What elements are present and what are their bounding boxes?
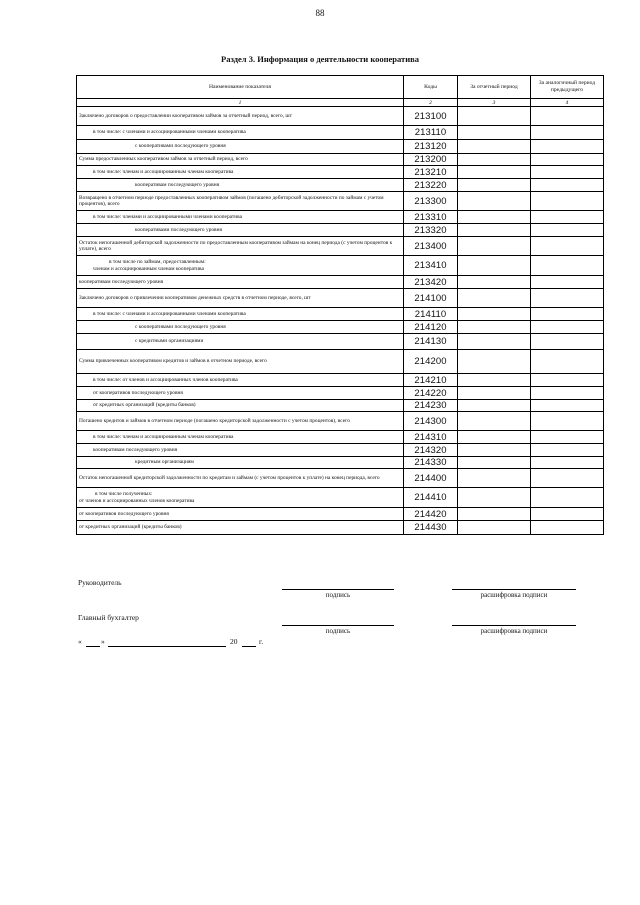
column-number: 3 (458, 99, 531, 107)
indicator-code: 213410 (404, 256, 458, 276)
indicator-name: кооперативам последующего уровня (77, 276, 404, 289)
table-row (77, 521, 604, 535)
current-period-value-cell[interactable] (458, 192, 531, 211)
indicator-code: 214410 (404, 488, 458, 508)
table-row (77, 321, 604, 334)
current-period-value-cell[interactable] (458, 521, 531, 535)
indicator-name-line: членам и ассоциированным членам кооператива (93, 265, 204, 272)
indicator-code: 214220 (404, 387, 458, 400)
indicator-code: 214230 (404, 400, 458, 412)
previous-period-value-cell[interactable] (531, 334, 604, 350)
current-period-value-cell[interactable] (458, 387, 531, 400)
previous-period-value-cell[interactable] (531, 457, 604, 469)
current-period-value-cell[interactable] (458, 211, 531, 224)
head-decoding-line[interactable] (452, 589, 576, 590)
indicator-name: кредитным организациям (77, 457, 404, 469)
indicator-name: Заключено договоров о предоставлении кооперативом займов за отчетный период, всего, шт (77, 107, 404, 126)
indicator-code: 214130 (404, 334, 458, 350)
indicator-code: 213220 (404, 179, 458, 192)
previous-period-value-cell[interactable] (531, 400, 604, 412)
indicator-code: 213210 (404, 166, 458, 179)
indicator-code: 213320 (404, 224, 458, 237)
indicator-code: 214330 (404, 457, 458, 469)
page-number: 88 (315, 8, 325, 18)
current-period-value-cell[interactable] (458, 179, 531, 192)
table-row (77, 508, 604, 521)
indicator-code: 213110 (404, 126, 458, 140)
head-label: Руководитель (78, 578, 122, 587)
table-row (77, 224, 604, 237)
indicator-name: в том числе: с членами и ассоциированными членами кооператива (77, 308, 404, 321)
indicator-code: 214310 (404, 431, 458, 444)
table-row (77, 308, 604, 321)
indicator-name: от кредитных организаций (кредиты банков) (77, 400, 404, 412)
current-period-value-cell[interactable] (458, 107, 531, 126)
date-month-line[interactable] (108, 646, 226, 647)
indicator-name: Остаток непогашенной кредиторской задолженности по кредитам и займам (с учетом процентов к уплате) на конец периода, всего (77, 469, 404, 488)
previous-period-value-cell[interactable] (531, 166, 604, 179)
indicator-name: от кредитных организаций (кредиты банков) (77, 521, 404, 535)
table-row (77, 107, 604, 126)
indicator-name: в том числе: членам и ассоциированным членам кооператива (77, 166, 404, 179)
table-row (77, 469, 604, 488)
table-row (77, 431, 604, 444)
table-row (77, 211, 604, 224)
indicator-name: Остаток непогашенной дебиторской задолженности по предоставленным кооперативом займам на конец периода (с учетом процентов к уплате), всего (77, 237, 404, 256)
current-period-value-cell[interactable] (458, 154, 531, 166)
current-period-value-cell[interactable] (458, 126, 531, 140)
indicator-name: Заключено договоров о привлечении кооперативом денежных средств в отчетном периоде, всего, шт (77, 289, 404, 308)
accountant-decoding-line[interactable] (452, 625, 576, 626)
table-row (77, 192, 604, 211)
indicator-code: 214420 (404, 508, 458, 521)
indicator-name: в том числе: от членов и ассоциированных членов кооператива (77, 374, 404, 387)
current-period-value-cell[interactable] (458, 256, 531, 276)
activity-table (76, 75, 604, 535)
indicator-code: 214210 (404, 374, 458, 387)
previous-period-value-cell[interactable] (531, 289, 604, 308)
table-row (77, 140, 604, 154)
current-period-value-cell[interactable] (458, 374, 531, 387)
indicator-name: Сумма привлеченных кооперативом кредитов и займов в отчетном периоде, всего (77, 350, 404, 374)
current-period-value-cell[interactable] (458, 308, 531, 321)
table-row (77, 444, 604, 457)
indicator-name: с кооперативами последующего уровня (77, 321, 404, 334)
previous-period-value-cell[interactable] (531, 412, 604, 431)
current-period-value-cell[interactable] (458, 289, 531, 308)
indicator-name-line: в том числе по займам, предоставленным: (109, 259, 206, 266)
head-signature-line[interactable] (282, 589, 394, 590)
current-period-value-cell[interactable] (458, 334, 531, 350)
column-number: 4 (531, 99, 604, 107)
indicator-code: 214430 (404, 521, 458, 535)
table-row (77, 400, 604, 412)
current-period-value-cell[interactable] (458, 508, 531, 521)
date-year-suffix: г. (259, 637, 264, 646)
previous-period-value-cell[interactable] (531, 237, 604, 256)
previous-period-value-cell[interactable] (531, 488, 604, 508)
indicator-code: 213200 (404, 154, 458, 166)
table-body (77, 107, 604, 535)
indicator-name: Сумма предоставленных кооперативом займов за отчетный период, всего (77, 154, 404, 166)
indicator-name-line: в том числе полученных: (95, 491, 153, 498)
previous-period-value-cell[interactable] (531, 179, 604, 192)
previous-period-value-cell[interactable] (531, 374, 604, 387)
date-year-line[interactable] (242, 646, 256, 647)
head-signature-caption: подпись (325, 591, 351, 599)
indicator-code: 213420 (404, 276, 458, 289)
date-year-prefix: 20 (230, 637, 238, 646)
previous-period-value-cell[interactable] (531, 107, 604, 126)
indicator-name: от кооперативов последующего уровня (77, 387, 404, 400)
table-row (77, 179, 604, 192)
indicator-name: с кредитными организациями (77, 334, 404, 350)
current-period-value-cell[interactable] (458, 166, 531, 179)
previous-period-value-cell[interactable] (531, 508, 604, 521)
indicator-name (77, 256, 404, 276)
table-row (77, 126, 604, 140)
indicator-name: кооперативами последующего уровня (77, 224, 404, 237)
header-indicator-name: Наименование показателя (77, 76, 404, 99)
previous-period-value-cell[interactable] (531, 444, 604, 457)
table-row (77, 237, 604, 256)
indicator-code: 213400 (404, 237, 458, 256)
previous-period-value-cell[interactable] (531, 192, 604, 211)
indicator-code: 213300 (404, 192, 458, 211)
indicator-name (77, 488, 404, 508)
indicator-name: в том числе: членами и ассоциированными членами кооператива (77, 211, 404, 224)
indicator-name: от кооперативов последующего уровня (77, 508, 404, 521)
table-row (77, 457, 604, 469)
table-row (77, 412, 604, 431)
previous-period-value-cell[interactable] (531, 308, 604, 321)
previous-period-value-cell[interactable] (531, 431, 604, 444)
accountant-decoding-caption: расшифровка подписи (480, 627, 548, 635)
accountant-signature-line[interactable] (282, 625, 394, 626)
current-period-value-cell[interactable] (458, 400, 531, 412)
table-row (77, 374, 604, 387)
current-period-value-cell[interactable] (458, 469, 531, 488)
table-row (77, 166, 604, 179)
column-number: 1 (77, 99, 404, 107)
indicator-name: с кооперативами последующего уровня (77, 140, 404, 154)
indicator-code: 213100 (404, 107, 458, 126)
current-period-value-cell[interactable] (458, 350, 531, 374)
current-period-value-cell[interactable] (458, 321, 531, 334)
previous-period-value-cell[interactable] (531, 211, 604, 224)
indicator-name: Возвращено в отчетном периоде предоставленных кооперативом займов (погашено дебиторской задолженности по займам с учетом процентов), всего (77, 192, 404, 211)
previous-period-value-cell[interactable] (531, 521, 604, 535)
table-row (77, 289, 604, 308)
table-row (77, 350, 604, 374)
indicator-code: 214100 (404, 289, 458, 308)
date-day-line[interactable] (86, 646, 100, 647)
current-period-value-cell[interactable] (458, 412, 531, 431)
table-row (77, 256, 604, 276)
current-period-value-cell[interactable] (458, 224, 531, 237)
chief-accountant-label: Главный бухгалтер (78, 613, 139, 622)
current-period-value-cell[interactable] (458, 276, 531, 289)
indicator-name: Погашено кредитов и займов в отчетном периоде (погашено кредиторской задолженности с учетом процентов), всего (77, 412, 404, 431)
header-current-period: За отчетный период (458, 76, 531, 99)
indicator-name: кооперативам последующего уровня (77, 444, 404, 457)
indicator-code: 213310 (404, 211, 458, 224)
indicator-code: 214120 (404, 321, 458, 334)
indicator-code: 214110 (404, 308, 458, 321)
previous-period-value-cell[interactable] (531, 140, 604, 154)
date-open-quote: « (78, 637, 82, 646)
previous-period-value-cell[interactable] (531, 224, 604, 237)
indicator-name-line: от членов и ассоциированных членов кооператива (79, 497, 195, 504)
current-period-value-cell[interactable] (458, 140, 531, 154)
indicator-code: 214320 (404, 444, 458, 457)
indicator-name: в том числе: с членами и ассоциированными членами кооператива (77, 126, 404, 140)
current-period-value-cell[interactable] (458, 457, 531, 469)
head-decoding-caption: расшифровка подписи (480, 591, 548, 599)
section-title: Раздел 3. Информация о деятельности кооператива (221, 54, 419, 64)
previous-period-value-cell[interactable] (531, 126, 604, 140)
indicator-code: 213120 (404, 140, 458, 154)
indicator-name: в том числе: членам и ассоциированным членам кооператива (77, 431, 404, 444)
indicator-code: 214400 (404, 469, 458, 488)
previous-period-value-cell[interactable] (531, 276, 604, 289)
accountant-signature-caption: подпись (325, 627, 351, 635)
current-period-value-cell[interactable] (458, 431, 531, 444)
indicator-code: 214300 (404, 412, 458, 431)
previous-period-value-cell[interactable] (531, 321, 604, 334)
table-row (77, 488, 604, 508)
previous-period-value-cell[interactable] (531, 387, 604, 400)
header-previous-period: За аналогичный период предыдущего (531, 76, 604, 99)
date-close-quote: » (101, 637, 105, 646)
indicator-name: кооперативам последующего уровня (77, 179, 404, 192)
table-row (77, 334, 604, 350)
table-row (77, 387, 604, 400)
table-row (77, 154, 604, 166)
current-period-value-cell[interactable] (458, 488, 531, 508)
header-codes: Коды (404, 76, 458, 99)
previous-period-value-cell[interactable] (531, 256, 604, 276)
table-row (77, 276, 604, 289)
indicator-code: 214200 (404, 350, 458, 374)
previous-period-value-cell[interactable] (531, 469, 604, 488)
previous-period-value-cell[interactable] (531, 350, 604, 374)
current-period-value-cell[interactable] (458, 444, 531, 457)
column-number: 2 (404, 99, 458, 107)
previous-period-value-cell[interactable] (531, 154, 604, 166)
current-period-value-cell[interactable] (458, 237, 531, 256)
